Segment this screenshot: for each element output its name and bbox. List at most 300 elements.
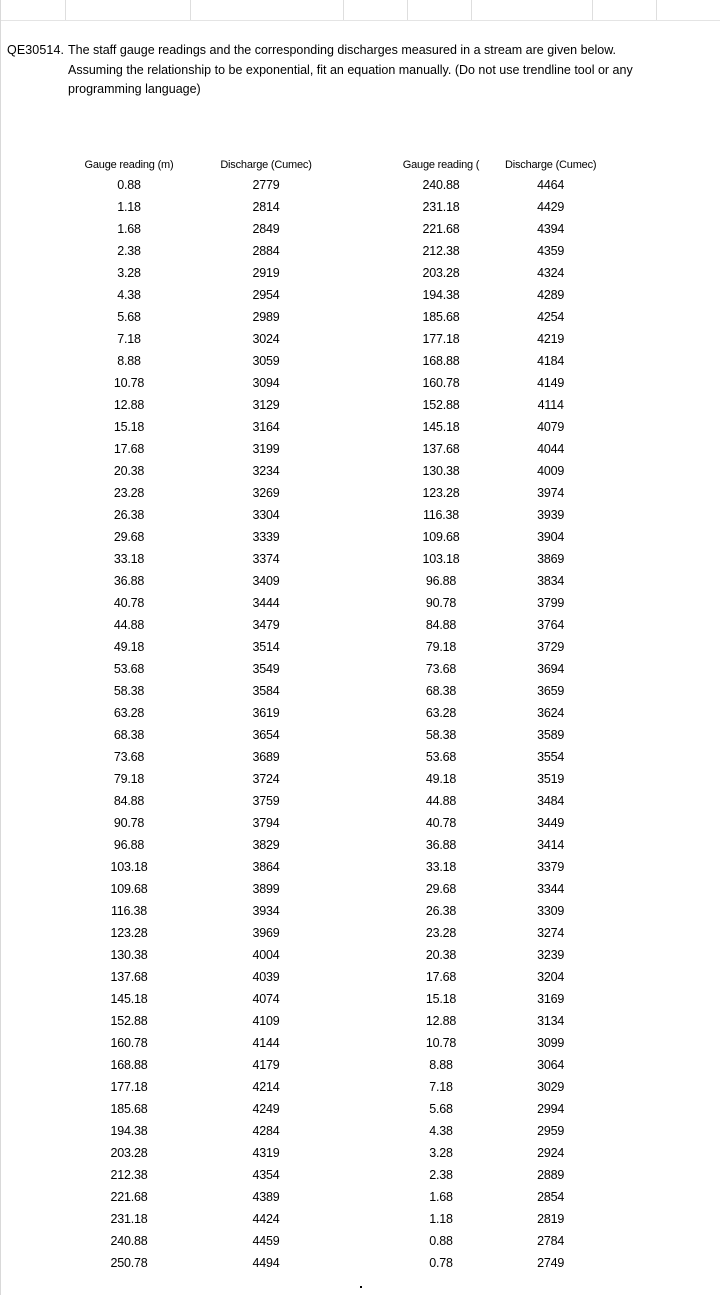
table-row: [377, 944, 596, 966]
discharge-cell: 4039: [252, 970, 280, 984]
discharge-cell: 2924: [537, 1146, 565, 1160]
gauge-reading-cell: 84.88: [425, 618, 457, 632]
gauge-reading-cell: 145.18: [110, 992, 148, 1006]
gauge-reading-cell: 130.38: [110, 948, 148, 962]
gauge-reading-cell: 23.28: [113, 486, 145, 500]
gauge-reading-cell: 152.88: [422, 398, 460, 412]
left-data-table: [57, 156, 331, 1274]
discharge-cell: 3694: [537, 662, 565, 676]
gauge-reading-cell: 20.38: [425, 948, 457, 962]
discharge-cell: 3619: [252, 706, 280, 720]
gauge-reading-cell: 23.28: [425, 926, 457, 940]
table-row: [57, 438, 331, 460]
discharge-cell: 3064: [537, 1058, 565, 1072]
discharge-cell: 4324: [537, 266, 565, 280]
table-row: [377, 834, 596, 856]
discharge-cell: 3519: [537, 772, 565, 786]
table-row: [57, 394, 331, 416]
table-row: [57, 790, 331, 812]
discharge-cell: 2994: [537, 1102, 565, 1116]
gauge-reading-cell: 36.88: [113, 574, 145, 588]
gauge-reading-cell: 17.68: [113, 442, 145, 456]
discharge-cell: 3099: [537, 1036, 565, 1050]
right-data-table: [377, 156, 596, 1274]
column-divider: [592, 0, 593, 20]
gauge-reading-cell: 44.88: [425, 794, 457, 808]
discharge-cell: 2919: [252, 266, 280, 280]
discharge-cell: 4424: [252, 1212, 280, 1226]
gauge-reading-cell: 231.18: [422, 200, 460, 214]
discharge-cell: 4074: [252, 992, 280, 1006]
table-row: [57, 900, 331, 922]
spreadsheet-header-strip: [1, 0, 720, 21]
gauge-reading-cell: 96.88: [113, 838, 145, 852]
table-row: [57, 548, 331, 570]
gauge-reading-cell: 33.18: [113, 552, 145, 566]
stray-dot: [360, 1286, 362, 1288]
gauge-reading-cell: 116.38: [110, 904, 148, 918]
discharge-cell: 4389: [252, 1190, 280, 1204]
discharge-cell: 3724: [252, 772, 280, 786]
discharge-cell: 3234: [252, 464, 280, 478]
gauge-reading-header: Gauge reading (: [402, 159, 480, 171]
discharge-cell: 3549: [252, 662, 280, 676]
discharge-cell: 4079: [537, 420, 565, 434]
table-row: [57, 1208, 331, 1230]
discharge-cell: 3759: [252, 794, 280, 808]
gauge-reading-cell: 212.38: [110, 1168, 148, 1182]
table-row: [377, 746, 596, 768]
table-row: [57, 1076, 331, 1098]
discharge-cell: 3024: [252, 332, 280, 346]
gauge-reading-cell: 10.78: [113, 376, 145, 390]
gauge-reading-cell: 1.18: [117, 200, 141, 214]
gauge-reading-cell: 26.38: [113, 508, 145, 522]
question-line: The staff gauge readings and the corresponding discharges measured in a stream are given below.: [68, 43, 617, 57]
gauge-reading-cell: 160.78: [110, 1036, 148, 1050]
gauge-reading-cell: 63.28: [425, 706, 457, 720]
gauge-reading-cell: 40.78: [113, 596, 145, 610]
gauge-reading-cell: 160.78: [422, 376, 460, 390]
table-row: [377, 812, 596, 834]
discharge-cell: 4494: [252, 1256, 280, 1270]
gauge-reading-cell: 8.88: [117, 354, 141, 368]
gauge-reading-cell: 123.28: [422, 486, 460, 500]
discharge-cell: 2814: [252, 200, 280, 214]
gauge-reading-cell: 0.78: [429, 1256, 453, 1270]
gauge-reading-cell: 1.68: [117, 222, 141, 236]
discharge-cell: 3059: [252, 354, 280, 368]
table-row: [377, 1186, 596, 1208]
gauge-reading-cell: 53.68: [113, 662, 145, 676]
discharge-cell: 3554: [537, 750, 565, 764]
discharge-cell: 4319: [252, 1146, 280, 1160]
discharge-cell: 2784: [537, 1234, 565, 1248]
gauge-reading-cell: 194.38: [110, 1124, 148, 1138]
table-header-row: [377, 156, 596, 174]
gauge-reading-cell: 7.18: [117, 332, 141, 346]
gauge-reading-cell: 137.68: [422, 442, 460, 456]
table-row: [377, 174, 596, 196]
gauge-reading-cell: 79.18: [425, 640, 457, 654]
discharge-cell: 3834: [537, 574, 565, 588]
gauge-reading-cell: 58.38: [113, 684, 145, 698]
question-line: Assuming the relationship to be exponential, fit an equation manually. (Do not use trendline tool or any: [68, 62, 633, 77]
discharge-cell: 3339: [252, 530, 280, 544]
table-row: [377, 262, 596, 284]
table-row: [57, 306, 331, 328]
table-row: [57, 966, 331, 988]
table-row: [57, 262, 331, 284]
gauge-reading-cell: 5.68: [429, 1102, 453, 1116]
discharge-cell: 4114: [537, 398, 564, 412]
table-row: [377, 1098, 596, 1120]
table-row: [57, 196, 331, 218]
table-row: [377, 592, 596, 614]
table-row: [377, 702, 596, 724]
table-row: [377, 900, 596, 922]
discharge-cell: 3484: [537, 794, 565, 808]
table-row: [57, 988, 331, 1010]
table-row: [57, 724, 331, 746]
table-row: [57, 570, 331, 592]
discharge-cell: 3654: [252, 728, 280, 742]
discharge-cell: 4464: [537, 178, 565, 192]
table-row: [377, 768, 596, 790]
discharge-cell: 4354: [252, 1168, 280, 1182]
table-row: [377, 328, 596, 350]
table-row: [57, 592, 331, 614]
discharge-cell: 4009: [537, 464, 565, 478]
gauge-reading-cell: 79.18: [113, 772, 145, 786]
gauge-reading-cell: 15.18: [113, 420, 145, 434]
table-row: [377, 922, 596, 944]
gauge-reading-cell: 44.88: [113, 618, 145, 632]
discharge-cell: 2749: [537, 1256, 565, 1270]
question-id: QE30514.: [7, 43, 65, 57]
gauge-reading-cell: 177.18: [422, 332, 460, 346]
table-row: [57, 856, 331, 878]
discharge-cell: 3969: [252, 926, 280, 940]
gauge-reading-cell: 103.18: [422, 552, 460, 566]
discharge-cell: 3129: [252, 398, 280, 412]
gauge-reading-cell: 53.68: [425, 750, 457, 764]
gauge-reading-cell: 84.88: [113, 794, 145, 808]
gauge-reading-cell: 212.38: [422, 244, 460, 258]
discharge-cell: 4459: [252, 1234, 280, 1248]
discharge-cell: 4004: [252, 948, 280, 962]
gauge-reading-cell: 7.18: [429, 1080, 453, 1094]
discharge-cell: 3799: [537, 596, 565, 610]
discharge-cell: 4179: [252, 1058, 280, 1072]
question-text: [68, 41, 698, 100]
column-divider: [65, 0, 66, 20]
gauge-reading-cell: 109.68: [422, 530, 460, 544]
gauge-reading-cell: 3.28: [117, 266, 141, 280]
discharge-header: Discharge (Cumec): [505, 159, 597, 171]
gauge-reading-header: Gauge reading (m): [84, 159, 174, 171]
gauge-reading-cell: 221.68: [110, 1190, 148, 1204]
table-row: [377, 658, 596, 680]
table-row: [377, 548, 596, 570]
gauge-reading-cell: 73.68: [113, 750, 145, 764]
discharge-cell: 3029: [537, 1080, 565, 1094]
gauge-reading-cell: 137.68: [110, 970, 148, 984]
gauge-reading-cell: 90.78: [425, 596, 457, 610]
gauge-reading-cell: 49.18: [113, 640, 145, 654]
table-row: [57, 218, 331, 240]
gauge-reading-cell: 40.78: [425, 816, 457, 830]
gauge-reading-cell: 185.68: [422, 310, 460, 324]
discharge-cell: 3974: [537, 486, 565, 500]
table-row: [377, 1120, 596, 1142]
gauge-reading-cell: 4.38: [117, 288, 141, 302]
gauge-reading-cell: 1.18: [429, 1212, 453, 1226]
table-row: [377, 878, 596, 900]
discharge-cell: 3584: [252, 684, 280, 698]
discharge-cell: 4149: [537, 376, 565, 390]
gauge-reading-cell: 152.88: [110, 1014, 148, 1028]
gauge-reading-cell: 68.38: [425, 684, 457, 698]
gauge-reading-cell: 20.38: [113, 464, 145, 478]
gauge-reading-cell: 109.68: [110, 882, 148, 896]
discharge-cell: 2959: [537, 1124, 565, 1138]
discharge-cell: 3344: [537, 882, 565, 896]
gauge-reading-cell: 4.38: [429, 1124, 453, 1138]
gauge-reading-cell: 8.88: [429, 1058, 453, 1072]
table-row: [57, 526, 331, 548]
gauge-reading-cell: 123.28: [110, 926, 148, 940]
right-table-body: [377, 174, 596, 1274]
gauge-reading-cell: 231.18: [110, 1212, 148, 1226]
discharge-cell: 3374: [252, 552, 280, 566]
table-row: [377, 1208, 596, 1230]
table-row: [377, 306, 596, 328]
table-row: [377, 218, 596, 240]
discharge-cell: 3444: [252, 596, 280, 610]
gauge-reading-cell: 103.18: [110, 860, 148, 874]
discharge-cell: 3169: [537, 992, 565, 1006]
gauge-reading-cell: 33.18: [425, 860, 457, 874]
gauge-reading-cell: 12.88: [425, 1014, 457, 1028]
column-divider: [343, 0, 344, 20]
discharge-cell: 3589: [537, 728, 565, 742]
discharge-cell: 4284: [252, 1124, 280, 1138]
table-row: [57, 1142, 331, 1164]
table-row: [57, 1164, 331, 1186]
discharge-cell: 3094: [252, 376, 280, 390]
discharge-cell: 3479: [252, 618, 280, 632]
table-row: [377, 416, 596, 438]
discharge-cell: 3764: [537, 618, 565, 632]
gauge-reading-cell: 116.38: [422, 508, 460, 522]
table-row: [377, 1010, 596, 1032]
table-row: [57, 636, 331, 658]
table-row: [377, 988, 596, 1010]
discharge-cell: 3904: [537, 530, 565, 544]
discharge-cell: 3304: [252, 508, 280, 522]
table-row: [377, 482, 596, 504]
table-row: [57, 1098, 331, 1120]
gauge-reading-cell: 12.88: [113, 398, 145, 412]
column-divider: [190, 0, 191, 20]
discharge-cell: 2849: [252, 222, 280, 236]
table-row: [57, 1120, 331, 1142]
discharge-cell: 3309: [537, 904, 565, 918]
discharge-cell: 2889: [537, 1168, 565, 1182]
gauge-reading-cell: 90.78: [113, 816, 145, 830]
discharge-cell: 3869: [537, 552, 565, 566]
table-row: [57, 1032, 331, 1054]
table-row: [57, 1054, 331, 1076]
gauge-reading-cell: 1.68: [429, 1190, 453, 1204]
table-row: [57, 460, 331, 482]
table-row: [377, 438, 596, 460]
table-row: [377, 614, 596, 636]
gauge-reading-cell: 0.88: [117, 178, 141, 192]
table-row: [377, 1142, 596, 1164]
table-row: [377, 526, 596, 548]
discharge-cell: 3449: [537, 816, 565, 830]
gauge-reading-cell: 203.28: [110, 1146, 148, 1160]
table-row: [377, 1076, 596, 1098]
discharge-cell: 3939: [537, 508, 565, 522]
discharge-cell: 4359: [537, 244, 565, 258]
gauge-reading-cell: 250.78: [110, 1256, 148, 1270]
table-row: [377, 394, 596, 416]
gauge-reading-cell: 29.68: [425, 882, 457, 896]
table-row: [377, 1054, 596, 1076]
table-row: [57, 284, 331, 306]
discharge-cell: 4249: [252, 1102, 280, 1116]
discharge-cell: 4184: [537, 354, 565, 368]
table-row: [377, 636, 596, 658]
discharge-cell: 4219: [537, 332, 565, 346]
gauge-reading-cell: 29.68: [113, 530, 145, 544]
discharge-cell: 3204: [537, 970, 565, 984]
discharge-cell: 3199: [252, 442, 280, 456]
table-row: [377, 790, 596, 812]
discharge-cell: 2819: [537, 1212, 565, 1226]
discharge-cell: 3414: [537, 838, 565, 852]
discharge-cell: 3164: [252, 420, 280, 434]
discharge-cell: 3514: [252, 640, 280, 654]
table-row: [377, 504, 596, 526]
gauge-reading-cell: 2.38: [429, 1168, 453, 1182]
discharge-cell: 2884: [252, 244, 280, 258]
table-row: [57, 944, 331, 966]
table-row: [57, 174, 331, 196]
question-line: programming language): [68, 82, 201, 96]
gauge-reading-cell: 168.88: [422, 354, 460, 368]
discharge-cell: 3624: [537, 706, 565, 720]
table-row: [57, 922, 331, 944]
gauge-reading-cell: 26.38: [425, 904, 457, 918]
discharge-cell: 3934: [252, 904, 280, 918]
table-row: [57, 1230, 331, 1252]
table-row: [57, 702, 331, 724]
gauge-reading-cell: 96.88: [425, 574, 457, 588]
discharge-header: Discharge (Cumec): [220, 159, 312, 171]
table-row: [57, 328, 331, 350]
gauge-reading-cell: 36.88: [425, 838, 457, 852]
table-row: [57, 1186, 331, 1208]
gauge-reading-cell: 203.28: [422, 266, 460, 280]
gauge-reading-cell: 49.18: [425, 772, 457, 786]
gauge-reading-cell: 145.18: [422, 420, 460, 434]
discharge-cell: 4429: [537, 200, 565, 214]
table-row: [57, 680, 331, 702]
gauge-reading-cell: 68.38: [113, 728, 145, 742]
left-table-body: [57, 174, 331, 1274]
discharge-cell: 4109: [252, 1014, 280, 1028]
table-row: [57, 240, 331, 262]
table-row: [377, 460, 596, 482]
table-row: [57, 768, 331, 790]
gauge-reading-cell: 63.28: [113, 706, 145, 720]
discharge-cell: 3274: [537, 926, 565, 940]
discharge-cell: 4144: [252, 1036, 280, 1050]
discharge-cell: 4254: [537, 310, 565, 324]
gauge-reading-cell: 130.38: [422, 464, 460, 478]
gauge-reading-cell: 185.68: [110, 1102, 148, 1116]
table-row: [377, 856, 596, 878]
table-row: [377, 966, 596, 988]
table-row: [57, 482, 331, 504]
discharge-cell: 3864: [252, 860, 280, 874]
gauge-reading-cell: 58.38: [425, 728, 457, 742]
table-row: [57, 878, 331, 900]
table-row: [377, 1164, 596, 1186]
column-divider: [471, 0, 472, 20]
discharge-cell: 3829: [252, 838, 280, 852]
column-divider: [656, 0, 657, 20]
table-row: [57, 812, 331, 834]
table-row: [377, 724, 596, 746]
table-row: [57, 834, 331, 856]
gauge-reading-cell: 15.18: [425, 992, 457, 1006]
table-row: [377, 372, 596, 394]
discharge-cell: 4214: [252, 1080, 280, 1094]
gauge-reading-cell: 5.68: [117, 310, 141, 324]
discharge-cell: 3409: [252, 574, 280, 588]
table-row: [57, 1252, 331, 1274]
table-row: [57, 614, 331, 636]
table-row: [377, 350, 596, 372]
gauge-reading-cell: 194.38: [422, 288, 460, 302]
table-row: [57, 416, 331, 438]
table-row: [57, 658, 331, 680]
table-row: [57, 746, 331, 768]
table-header-row: [57, 156, 331, 174]
discharge-cell: 3239: [537, 948, 565, 962]
gauge-reading-cell: 3.28: [429, 1146, 453, 1160]
gauge-reading-cell: 221.68: [422, 222, 460, 236]
table-row: [57, 504, 331, 526]
table-row: [377, 196, 596, 218]
gauge-reading-cell: 17.68: [425, 970, 457, 984]
table-row: [377, 1252, 596, 1274]
discharge-cell: 3269: [252, 486, 280, 500]
discharge-cell: 4289: [537, 288, 565, 302]
discharge-cell: 2989: [252, 310, 280, 324]
table-row: [377, 570, 596, 592]
discharge-cell: 4044: [537, 442, 565, 456]
gauge-reading-cell: 168.88: [110, 1058, 148, 1072]
table-row: [377, 240, 596, 262]
discharge-cell: 2954: [252, 288, 280, 302]
discharge-cell: 3379: [537, 860, 565, 874]
